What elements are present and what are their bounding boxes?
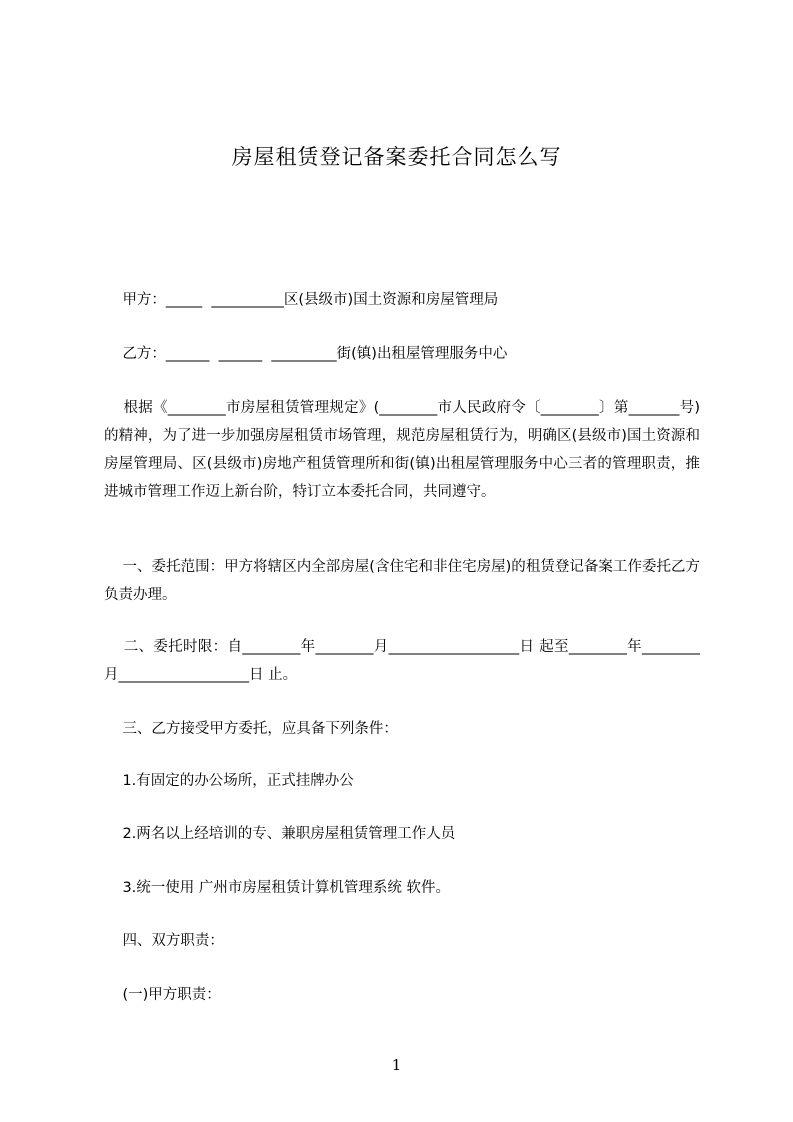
paragraph-party-a: 甲方：_____ __________区(县级市)国土资源和房屋管理局	[104, 292, 499, 308]
paragraph-party-b: 乙方：______ ______ _________街(镇)出租屋管理服务中心	[104, 346, 508, 362]
paragraph-condition-1: 1.有固定的办公场所，正式挂牌办公	[104, 773, 354, 789]
paragraph-conditions-heading: 三、乙方接受甲方委托，应具备下列条件：	[104, 721, 398, 737]
paragraph-scope: 一、委托范围：甲方将辖区内全部房屋(含住宅和非住宅房屋)的租赁登记备案工作委托乙方负责办理。	[104, 559, 701, 603]
paragraph-duties-heading: 四、双方职责：	[104, 933, 224, 949]
paragraph-party-a-duties: (一)甲方职责：	[104, 987, 221, 1003]
paragraph-preamble: 根据《________市房屋租赁管理规定》(________市人民政府令〔________〕第_______号)的精神，为了进一步加强房屋租赁市场管理，规范房屋租赁行为，明确区(县级市)国土资源和房屋管理局、区(县级市)房地产租赁管理所和街(镇)出租屋管理服务中心三者的管理职责，推进城市管理工作迈上新台阶，特订立本委托合同，共同遵守。	[104, 400, 700, 500]
paragraph-term: 二、委托时限：自________年________月__________________日 起至________年________月__________________日 止。	[104, 639, 700, 683]
paragraph-condition-3: 3.统一使用 广州市房屋租赁计算机管理系统 软件。	[104, 880, 450, 896]
page-number: 1	[391, 1056, 402, 1074]
page-title: 房屋租赁登记备案委托合同怎么写	[231, 145, 562, 169]
paragraph-condition-2: 2.两名以上经培训的专、兼职房屋租赁管理工作人员	[104, 826, 456, 842]
